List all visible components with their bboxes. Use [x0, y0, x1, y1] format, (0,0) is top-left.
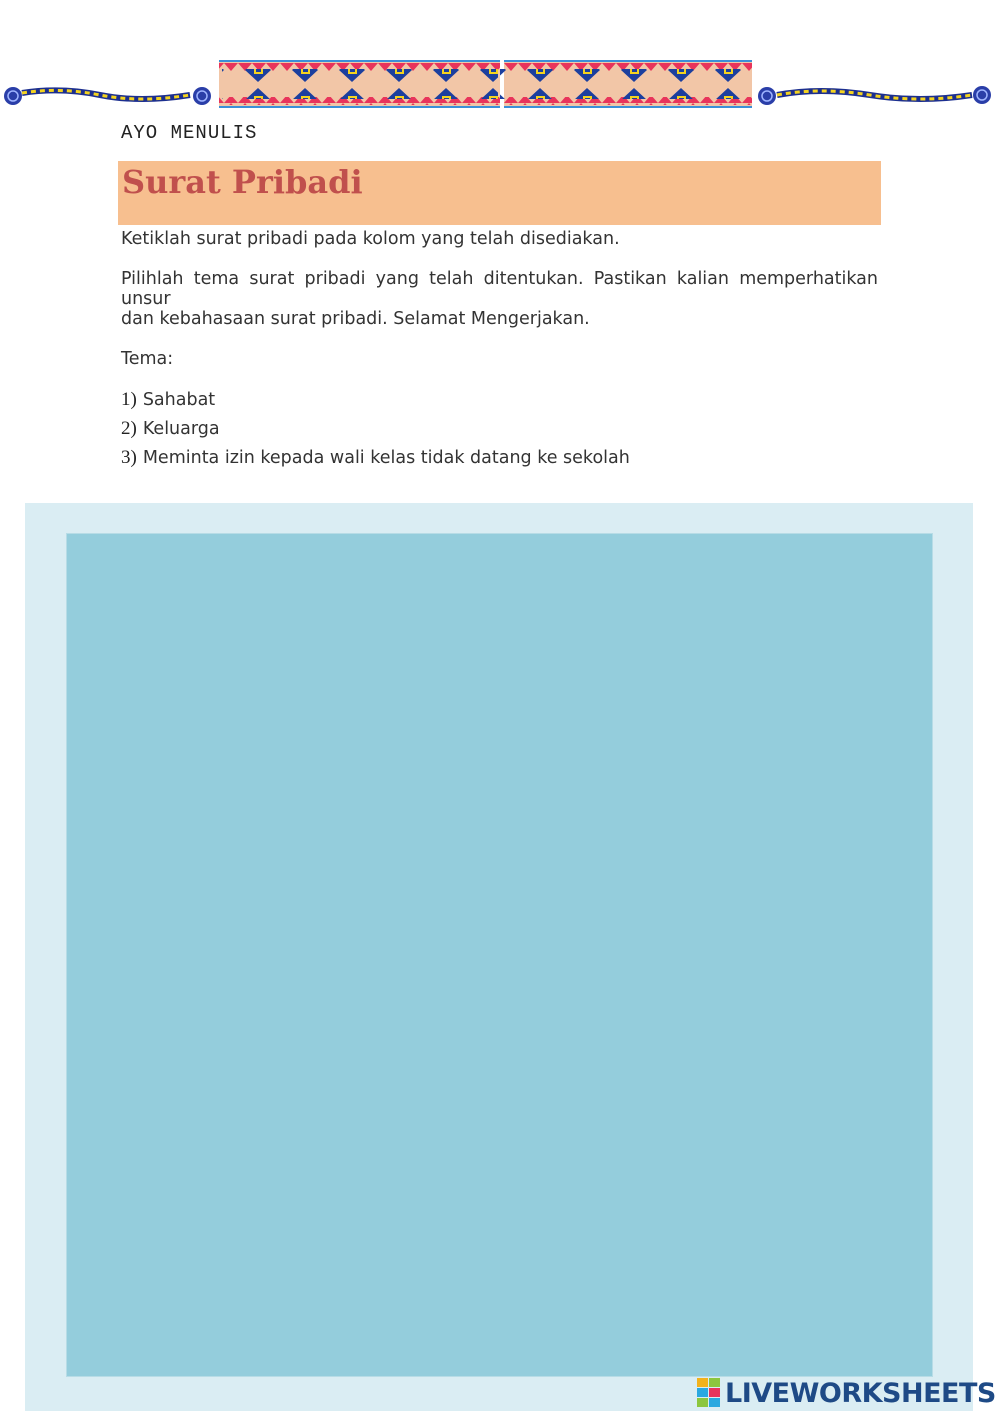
list-label: Keluarga [142, 419, 220, 439]
instruction-text: Ketiklah surat pribadi pada kolom yang telah disediakan. [121, 229, 620, 249]
theme-label: Tema: [121, 349, 174, 369]
title-banner [118, 161, 881, 225]
list-item [121, 447, 630, 469]
list-item [121, 418, 220, 440]
decorative-border [0, 55, 1000, 115]
answer-text-area[interactable] [66, 533, 933, 1377]
instruction-text: Pilihlah tema surat pribadi yang telah ditentukan. Pastikan kalian memperhatikan unsur [121, 269, 878, 309]
list-label: Meminta izin kepada wali kelas tidak datang ke sekolah [142, 448, 630, 468]
list-item [121, 389, 215, 411]
brand-name: LIVEWORKSHEETS [725, 1377, 996, 1409]
ornament-band-icon [219, 60, 500, 108]
answer-frame [25, 503, 973, 1411]
instruction-text: dan kebahasaan surat pribadi. Selamat Mengerjakan. [121, 309, 590, 329]
list-label: Sahabat [142, 390, 216, 410]
spiral-border-icon [4, 87, 211, 105]
list-number: 2) [121, 418, 137, 439]
brand-footer [697, 1376, 996, 1410]
section-label: AYO MENULIS [121, 122, 258, 144]
page-title: Surat Pribadi [122, 163, 363, 201]
ornament-band-icon [500, 60, 752, 108]
liveworksheets-logo-icon [697, 1378, 721, 1408]
list-number: 3) [121, 447, 137, 468]
list-number: 1) [121, 389, 137, 410]
spiral-border-icon [758, 86, 991, 105]
